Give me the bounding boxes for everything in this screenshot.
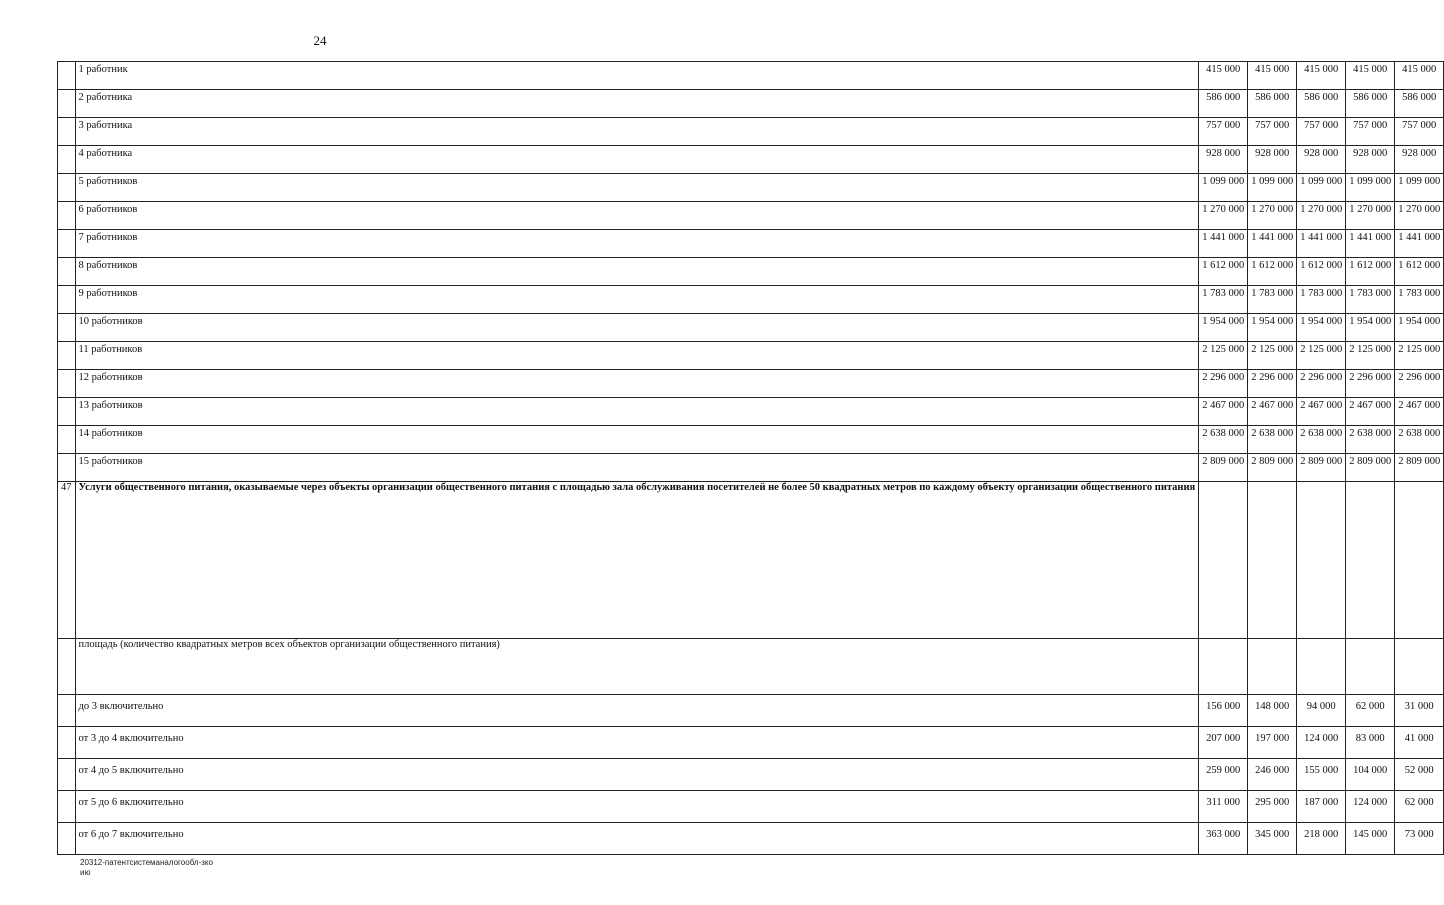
table-row (58, 370, 1444, 398)
document-footer (80, 858, 213, 878)
row-label: от 6 до 7 включительно (75, 823, 1199, 855)
value-cell: 1 612 000 (1346, 258, 1395, 286)
empty-cell (58, 454, 76, 482)
empty-cell (58, 118, 76, 146)
table-row (58, 823, 1444, 855)
value-cell: 94 000 (1297, 695, 1346, 727)
value-cell: 363 000 (1199, 823, 1248, 855)
value-cell: 757 000 (1395, 118, 1444, 146)
value-cell: 2 125 000 (1297, 342, 1346, 370)
value-cell: 1 954 000 (1248, 314, 1297, 342)
value-cell: 1 099 000 (1248, 174, 1297, 202)
value-cell: 311 000 (1199, 791, 1248, 823)
footer-line-1: 20312-патентсистеманалогообл-зко (80, 858, 213, 867)
row-label: 13 работников (75, 398, 1199, 426)
table-row (58, 118, 1444, 146)
value-cell: 1 441 000 (1346, 230, 1395, 258)
value-cell: 124 000 (1346, 791, 1395, 823)
value-cell: 586 000 (1297, 90, 1346, 118)
footer-line-2: ию (80, 868, 91, 877)
value-cell: 1 954 000 (1297, 314, 1346, 342)
row-label: от 3 до 4 включительно (75, 727, 1199, 759)
empty-cell (58, 398, 76, 426)
empty-cell (58, 314, 76, 342)
empty-cell (58, 727, 76, 759)
row-label: до 3 включительно (75, 695, 1199, 727)
value-cell: 41 000 (1395, 727, 1444, 759)
value-cell: 1 270 000 (1346, 202, 1395, 230)
table-row (58, 695, 1444, 727)
value-cell: 415 000 (1395, 62, 1444, 90)
value-cell: 415 000 (1199, 62, 1248, 90)
value-cell: 31 000 (1395, 695, 1444, 727)
value-cell: 757 000 (1248, 118, 1297, 146)
row-label: 6 работников (75, 202, 1199, 230)
table-row (58, 174, 1444, 202)
row-label: 9 работников (75, 286, 1199, 314)
table-row (58, 791, 1444, 823)
value-cell: 757 000 (1346, 118, 1395, 146)
row-label: 11 работников (75, 342, 1199, 370)
empty-cell (58, 62, 76, 90)
value-cell: 2 125 000 (1346, 342, 1395, 370)
value-cell: 1 783 000 (1395, 286, 1444, 314)
value-cell: 1 270 000 (1199, 202, 1248, 230)
value-cell: 928 000 (1346, 146, 1395, 174)
table-row (58, 759, 1444, 791)
value-cell: 2 467 000 (1248, 398, 1297, 426)
empty-cell (58, 695, 76, 727)
value-cell: 148 000 (1248, 695, 1297, 727)
value-cell: 1 612 000 (1395, 258, 1444, 286)
row-label: 1 работник (75, 62, 1199, 90)
table-row (58, 342, 1444, 370)
value-cell: 586 000 (1395, 90, 1444, 118)
value-cell: 928 000 (1395, 146, 1444, 174)
value-cell: 1 441 000 (1297, 230, 1346, 258)
value-cell: 1 270 000 (1395, 202, 1444, 230)
value-cell: 1 099 000 (1199, 174, 1248, 202)
section-47-body (58, 482, 1444, 695)
value-cell: 73 000 (1395, 823, 1444, 855)
table-row (58, 146, 1444, 174)
value-cell: 757 000 (1199, 118, 1248, 146)
value-cell: 2 125 000 (1395, 342, 1444, 370)
empty-cell (1297, 482, 1346, 639)
section-title: Услуги общественного питания, оказываемые через объекты организации общественного питания с площадью зала обслуживания посетителей не более 50 квадратных метров по каждому объекту организации общественного питания (75, 482, 1199, 639)
empty-cell (58, 258, 76, 286)
group-b-body (58, 695, 1444, 855)
empty-cell (1395, 639, 1444, 695)
empty-cell (58, 759, 76, 791)
value-cell: 2 296 000 (1395, 370, 1444, 398)
row-label: 5 работников (75, 174, 1199, 202)
empty-cell (58, 791, 76, 823)
value-cell: 415 000 (1248, 62, 1297, 90)
value-cell: 1 612 000 (1248, 258, 1297, 286)
value-cell: 2 467 000 (1297, 398, 1346, 426)
empty-cell (1297, 639, 1346, 695)
row-label: от 5 до 6 включительно (75, 791, 1199, 823)
value-cell: 1 954 000 (1199, 314, 1248, 342)
value-cell: 1 441 000 (1395, 230, 1444, 258)
value-cell: 2 638 000 (1297, 426, 1346, 454)
value-cell: 2 638 000 (1346, 426, 1395, 454)
value-cell: 2 638 000 (1199, 426, 1248, 454)
value-cell: 2 809 000 (1199, 454, 1248, 482)
table-row (58, 286, 1444, 314)
empty-cell (1199, 639, 1248, 695)
value-cell: 62 000 (1346, 695, 1395, 727)
value-cell: 2 296 000 (1199, 370, 1248, 398)
row-label: 10 работников (75, 314, 1199, 342)
value-cell: 2 467 000 (1346, 398, 1395, 426)
value-cell: 415 000 (1346, 62, 1395, 90)
tax-rate-table (57, 61, 1444, 855)
value-cell: 1 441 000 (1248, 230, 1297, 258)
row-label: 14 работников (75, 426, 1199, 454)
value-cell: 1 783 000 (1199, 286, 1248, 314)
row-label: 15 работников (75, 454, 1199, 482)
value-cell: 586 000 (1248, 90, 1297, 118)
value-cell: 1 270 000 (1248, 202, 1297, 230)
empty-cell (1199, 482, 1248, 639)
value-cell: 218 000 (1297, 823, 1346, 855)
value-cell: 187 000 (1297, 791, 1346, 823)
value-cell: 1 783 000 (1248, 286, 1297, 314)
value-cell: 2 125 000 (1248, 342, 1297, 370)
value-cell: 2 296 000 (1297, 370, 1346, 398)
group-a-body (58, 62, 1444, 482)
value-cell: 586 000 (1199, 90, 1248, 118)
section-number: 47 (58, 482, 76, 639)
value-cell: 155 000 (1297, 759, 1346, 791)
value-cell: 757 000 (1297, 118, 1346, 146)
value-cell: 1 954 000 (1346, 314, 1395, 342)
value-cell: 156 000 (1199, 695, 1248, 727)
value-cell: 2 125 000 (1199, 342, 1248, 370)
empty-cell (58, 286, 76, 314)
value-cell: 586 000 (1346, 90, 1395, 118)
empty-cell (58, 174, 76, 202)
empty-cell (58, 202, 76, 230)
empty-cell (58, 90, 76, 118)
section-47-title-row (58, 482, 1444, 639)
table-row (58, 398, 1444, 426)
value-cell: 1 783 000 (1346, 286, 1395, 314)
value-cell: 2 809 000 (1248, 454, 1297, 482)
value-cell: 2 467 000 (1199, 398, 1248, 426)
value-cell: 197 000 (1248, 727, 1297, 759)
value-cell: 207 000 (1199, 727, 1248, 759)
empty-cell (58, 370, 76, 398)
row-label: 4 работника (75, 146, 1199, 174)
value-cell: 1 612 000 (1199, 258, 1248, 286)
value-cell: 2 296 000 (1346, 370, 1395, 398)
value-cell: 928 000 (1199, 146, 1248, 174)
value-cell: 2 809 000 (1395, 454, 1444, 482)
empty-cell (1346, 639, 1395, 695)
value-cell: 52 000 (1395, 759, 1444, 791)
value-cell: 145 000 (1346, 823, 1395, 855)
table-row (58, 230, 1444, 258)
table-row (58, 62, 1444, 90)
value-cell: 62 000 (1395, 791, 1444, 823)
row-label: 12 работников (75, 370, 1199, 398)
empty-cell (58, 146, 76, 174)
empty-cell (1395, 482, 1444, 639)
value-cell: 1 954 000 (1395, 314, 1444, 342)
page-number: 24 (313, 33, 327, 48)
row-label: 3 работника (75, 118, 1199, 146)
value-cell: 345 000 (1248, 823, 1297, 855)
table-row (58, 727, 1444, 759)
value-cell: 295 000 (1248, 791, 1297, 823)
value-cell: 928 000 (1248, 146, 1297, 174)
value-cell: 2 467 000 (1395, 398, 1444, 426)
empty-cell (58, 823, 76, 855)
empty-cell (58, 426, 76, 454)
empty-cell (58, 230, 76, 258)
value-cell: 2 638 000 (1395, 426, 1444, 454)
value-cell: 1 099 000 (1346, 174, 1395, 202)
value-cell: 1 270 000 (1297, 202, 1346, 230)
value-cell: 259 000 (1199, 759, 1248, 791)
empty-cell (1248, 482, 1297, 639)
value-cell: 1 099 000 (1297, 174, 1346, 202)
value-cell: 104 000 (1346, 759, 1395, 791)
table-row (58, 202, 1444, 230)
section-47-subheading-row (58, 639, 1444, 695)
row-label: 8 работников (75, 258, 1199, 286)
table-row (58, 426, 1444, 454)
value-cell: 1 783 000 (1297, 286, 1346, 314)
value-cell: 2 638 000 (1248, 426, 1297, 454)
row-label: от 4 до 5 включительно (75, 759, 1199, 791)
value-cell: 83 000 (1346, 727, 1395, 759)
value-cell: 415 000 (1297, 62, 1346, 90)
empty-cell (58, 639, 76, 695)
table-row (58, 90, 1444, 118)
section-subheading: площадь (количество квадратных метров всех объектов организации общественного питания) (75, 639, 1199, 695)
row-label: 7 работников (75, 230, 1199, 258)
value-cell: 124 000 (1297, 727, 1346, 759)
value-cell: 2 296 000 (1248, 370, 1297, 398)
table-row (58, 258, 1444, 286)
value-cell: 2 809 000 (1346, 454, 1395, 482)
value-cell: 2 809 000 (1297, 454, 1346, 482)
table-row (58, 314, 1444, 342)
empty-cell (1346, 482, 1395, 639)
empty-cell (1248, 639, 1297, 695)
value-cell: 1 441 000 (1199, 230, 1248, 258)
value-cell: 1 099 000 (1395, 174, 1444, 202)
value-cell: 246 000 (1248, 759, 1297, 791)
table-row (58, 454, 1444, 482)
empty-cell (58, 342, 76, 370)
value-cell: 928 000 (1297, 146, 1346, 174)
row-label: 2 работника (75, 90, 1199, 118)
value-cell: 1 612 000 (1297, 258, 1346, 286)
